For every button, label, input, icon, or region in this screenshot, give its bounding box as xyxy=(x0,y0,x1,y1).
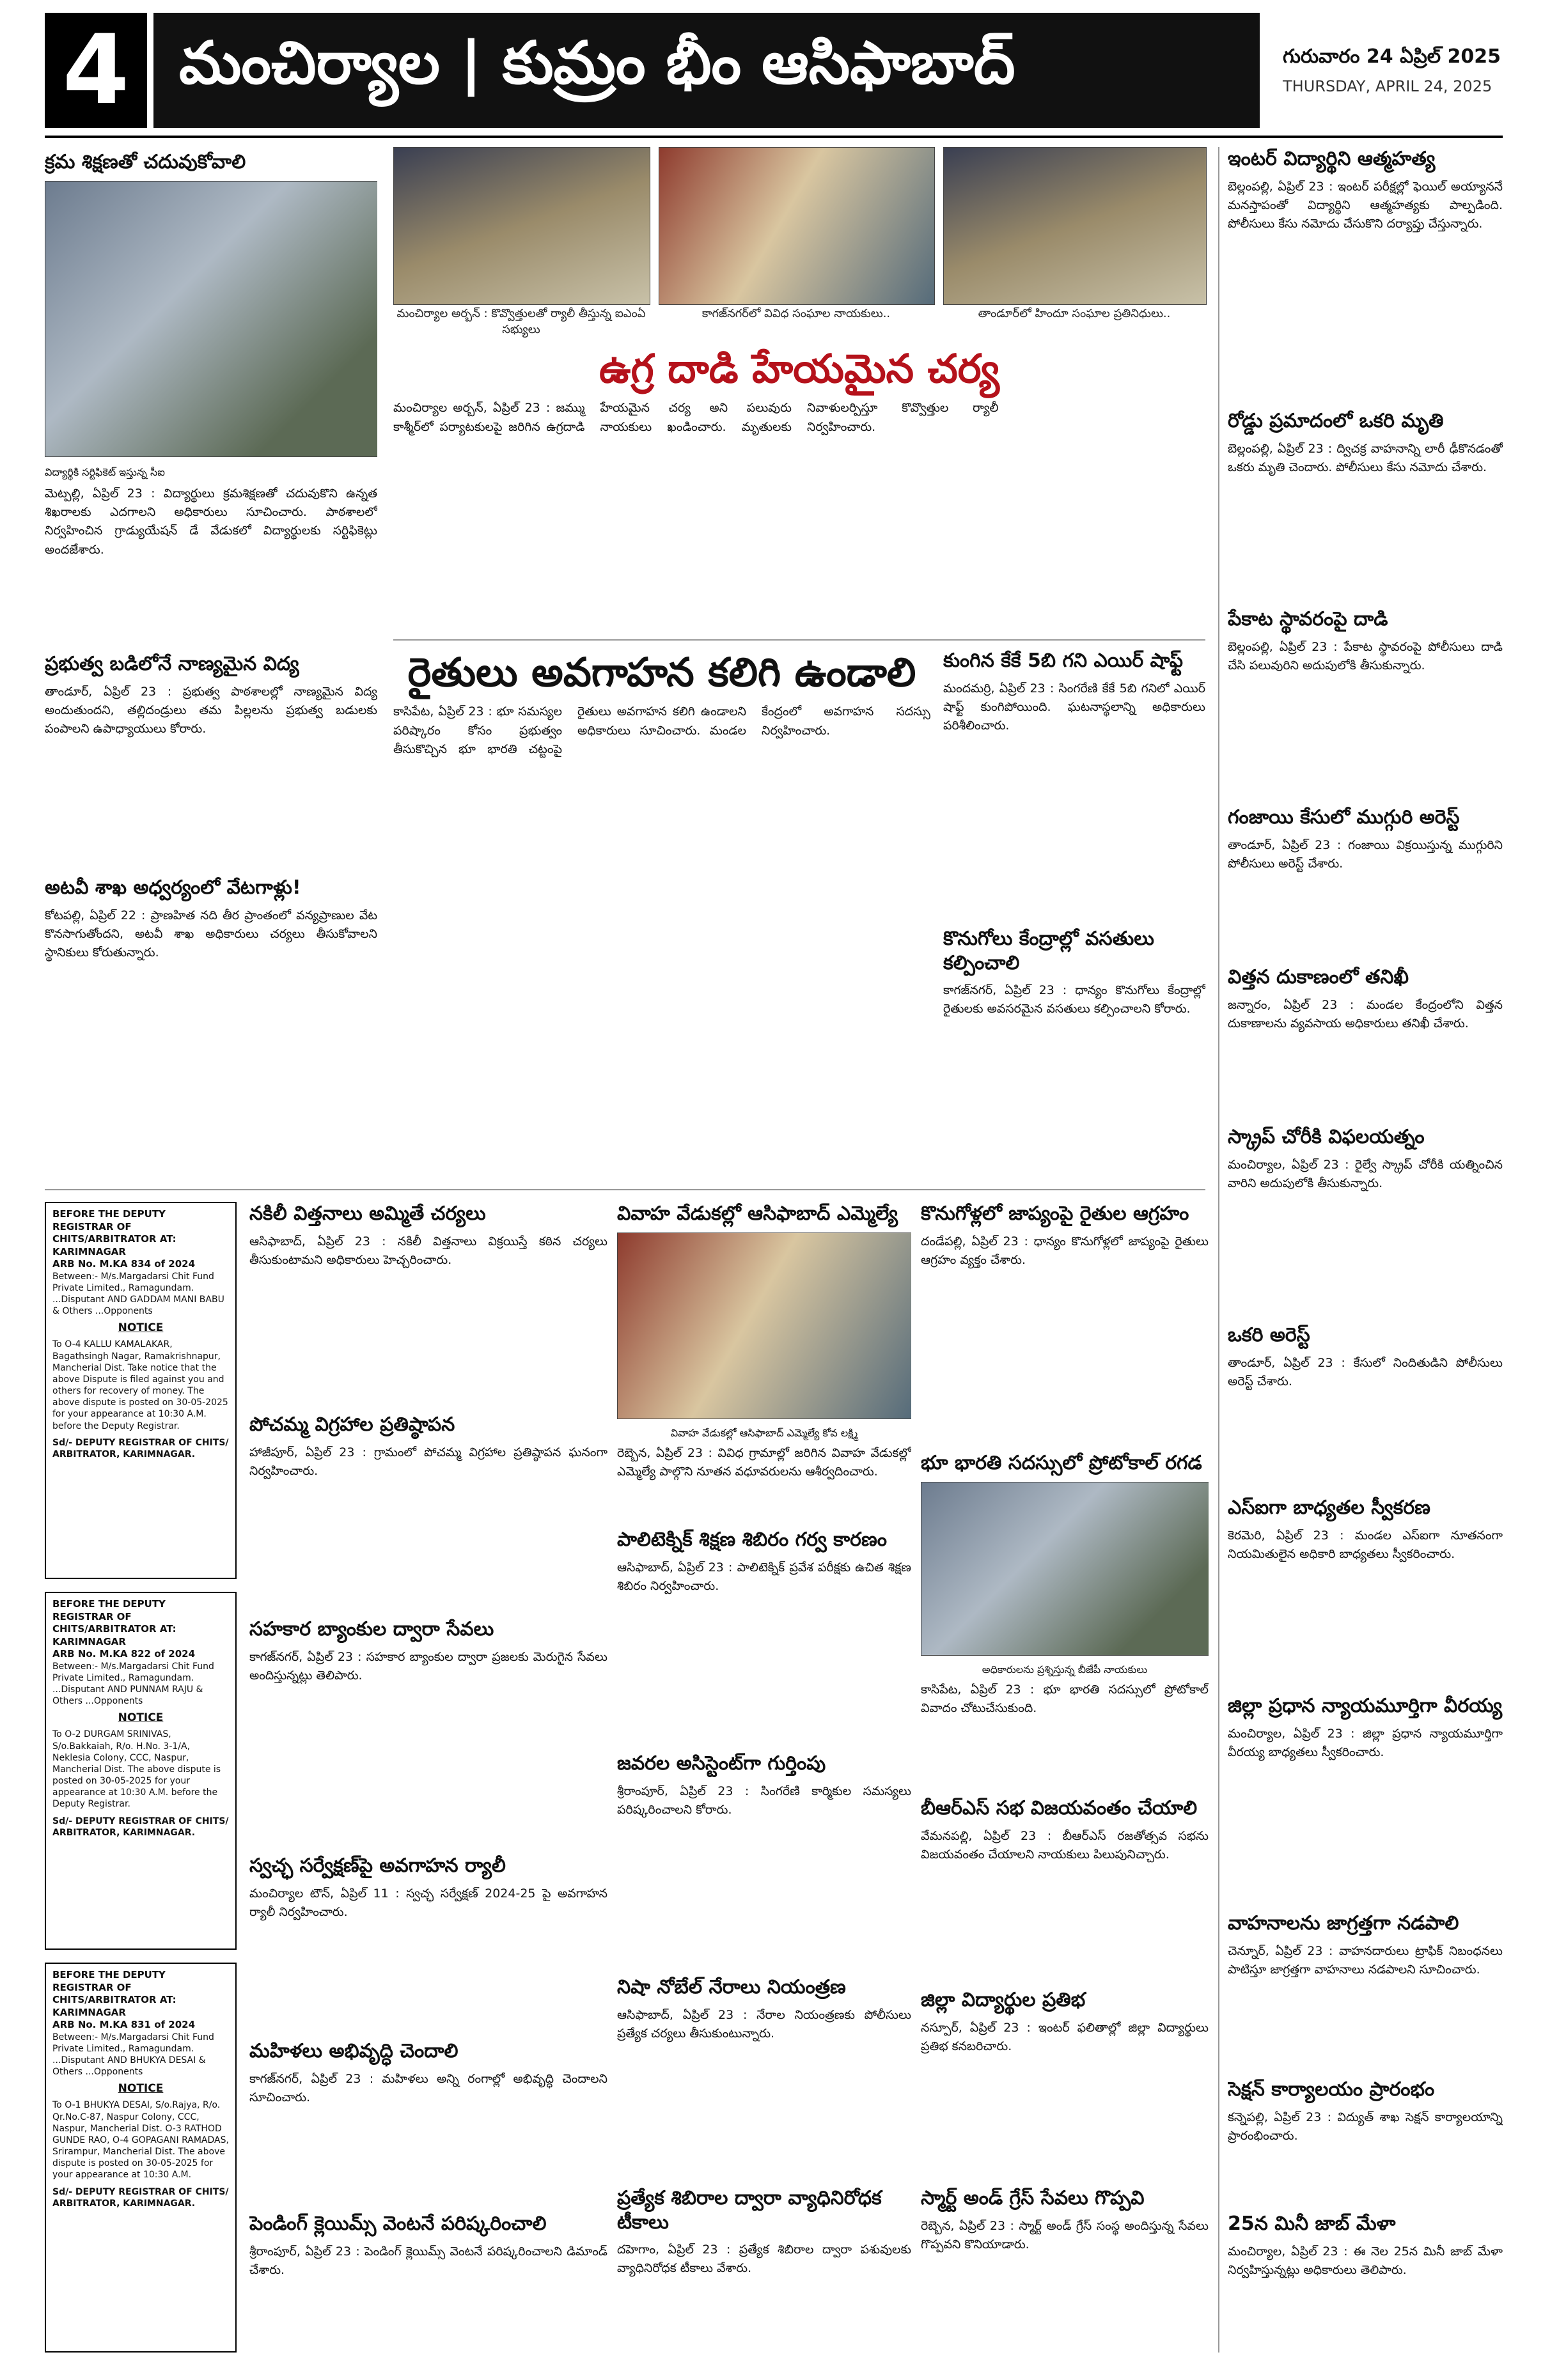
notice-arb: ARB No. M.KA 831 of 2024 xyxy=(52,2019,196,2030)
article-a11 xyxy=(1228,965,1503,1119)
article-a4 xyxy=(393,345,1205,633)
notice-parties: Between:- M/s.Margadarsi Chit Fund Private Limited., Ramagundam. ...Disputant AND BHUKYA DESAI & Others ...Opponents xyxy=(52,2032,214,2078)
headline: పోచమ్మ విగ్రహాల ప్రతిష్ఠాపన xyxy=(249,1413,455,1436)
body: ఆసిఫాబాద్, ఏప్రిల్ 23 : నేరాల నియంత్రణకు పోలీసులు ప్రత్యేక చర్యలు తీసుకుంటున్నారు. xyxy=(617,2007,911,2041)
headline: ప్రభుత్వ బడిలోనే నాణ్యమైన విద్య xyxy=(45,653,299,675)
headline: జిల్లా విద్యార్థుల ప్రతిభ xyxy=(921,1989,1086,2011)
article-a18 xyxy=(1228,2212,1503,2353)
article-a19 xyxy=(249,1202,607,1406)
notice-heading: NOTICE xyxy=(118,1321,164,1335)
body: తాండూర్, ఏప్రిల్ 23 : ప్రభుత్వ పాఠశాలల్లో నాణ్యమైన విద్య అందుతుందని, తల్లిదండ్రులు తమ పిల్లలను ప్రభుత్వ బడులకు పంపాలని ఉపాధ్యాయులు కోరారు. xyxy=(45,684,377,736)
notice-footer: Sd/- DEPUTY REGISTRAR OF CHITS/ ARBITRATOR, KARIMNAGAR. xyxy=(52,1816,229,1838)
body: శ్రీరాంపూర్, ఏప్రిల్ 23 : సింగరేణి కార్మికుల సమస్యలు పరిష్కరించాలని కోరారు. xyxy=(617,1784,911,1817)
article-a26 xyxy=(617,1528,911,1745)
notice-body: To O-2 DURGAM SRINIVAS, S/o.Bakkaiah, R/o. H.No. 3-1/A, Neklesia Colony, CCC, Naspur, Mancherial Dist. The above dispute is posted on 30-05-2025 for your appearance at 10:30 A.M. before the Deputy Registrar. xyxy=(52,1729,221,1810)
body: నస్పూర్, ఏప్రిల్ 23 : ఇంటర్ ఫలితాల్లో జిల్లా విద్యార్థులు ప్రతిభ కనబరిచారు. xyxy=(921,2020,1209,2053)
notice-parties: Between:- M/s.Margadarsi Chit Fund Private Limited., Ramagundam. ...Disputant AND PUNNAM RAJU & Others ...Opponents xyxy=(52,1661,214,1707)
article-a24 xyxy=(249,2212,607,2353)
page-number: 4 xyxy=(45,13,147,128)
body: కాగజ్‌నగర్, ఏప్రిల్ 23 : ధాన్యం కొనుగోలు కేంద్రాల్లో రైతులకు అవసరమైన వసతులు కల్పించాలని కోరారు. xyxy=(943,983,1205,1016)
headline: బీఆర్ఎస్ సభ విజయవంతం చేయాలి xyxy=(921,1797,1198,1819)
headline: విత్తన దుకాణంలో తనిఖీ xyxy=(1228,966,1409,988)
article-a27 xyxy=(617,1752,911,1969)
article-a31 xyxy=(921,1451,1209,1790)
article-a15 xyxy=(1228,1694,1503,1905)
article-a25 xyxy=(617,1202,911,1521)
body: వేమనపల్లి, ఏప్రిల్ 23 : బీఆర్ఎస్ రజతోత్సవ సభను విజయవంతం చేయాలని నాయకులు పిలుపునిచ్చారు. xyxy=(921,1828,1209,1862)
notice-footer: Sd/- DEPUTY REGISTRAR OF CHITS/ ARBITRATOR, KARIMNAGAR. xyxy=(52,2186,229,2209)
headline: స్మార్ట్ అండ్ గ్రేస్ సేవలు గొప్పవి xyxy=(921,2187,1145,2209)
caption-3: తాండూర్‌లో హిందూ సంఘాల ప్రతినిధులు.. xyxy=(978,307,1171,320)
notice-footer: Sd/- DEPUTY REGISTRAR OF CHITS/ ARBITRATOR, KARIMNAGAR. xyxy=(52,1437,229,1460)
notice-body: To O-4 KALLU KAMALAKAR, Bagathsingh Nagar, Ramakrishnapur, Mancherial Dist. Take notice that the above Dispute is filed against you and others for recovery of money. The above dispute is posted on 30-05-2025 for your appearance at 10:30 A.M. before the Deputy Registrar. xyxy=(52,1339,228,1431)
date-english: THURSDAY, APRIL 24, 2025 xyxy=(1283,77,1492,95)
article-a1 xyxy=(45,150,377,636)
notice-body: To O-1 BHUKYA DESAI, S/o.Rajya, R/o. Qr.No.C-87, Naspur Colony, CCC, Naspur, Mancherial Dist. O-3 RATHOD GUNDE RAO, O-4 GOPAGANI RAMADAS, Srirampur, Mancherial Dist. The above dispute is posted on 30-05-2025 for your appearance at 10:30 A.M. xyxy=(52,2100,229,2181)
notice-arb: ARB No. M.KA 834 of 2024 xyxy=(52,1258,196,1270)
headline: స్క్రాప్ చోరీకి విఫలయత్నం xyxy=(1228,1126,1425,1148)
divider xyxy=(393,639,1205,641)
body: దహెగాం, ఏప్రిల్ 23 : ప్రత్యేక శిబిరాల ద్వారా పశువులకు వ్యాధినిరోధక టీకాలు వేశారు. xyxy=(617,2243,911,2276)
article-a35 xyxy=(943,927,1205,1176)
notice-arb: ARB No. M.KA 822 of 2024 xyxy=(52,1648,196,1660)
headline: జిల్లా ప్రధాన న్యాయమూర్తిగా వీరయ్య xyxy=(1228,1695,1503,1717)
article-a33 xyxy=(921,1988,1209,2180)
legal-notice-2 xyxy=(45,1592,237,1950)
body: దండేపల్లి, ఏప్రిల్ 23 : ధాన్యం కొనుగోళ్లలో జాప్యంపై రైతులు ఆగ్రహం వ్యక్తం చేశారు. xyxy=(921,1234,1209,1267)
notice-title: BEFORE THE DEPUTY REGISTRAR OF CHITS/ARBITRATOR AT: KARIMNAGAR xyxy=(52,1598,176,1647)
body: ఆసిఫాబాద్, ఏప్రిల్ 23 : నకిలీ విత్తనాలు విక్రయిస్తే కఠిన చర్యలు తీసుకుంటామని అధికారులు హెచ్చరించారు. xyxy=(249,1234,607,1267)
article-a10 xyxy=(1228,805,1503,959)
headline: నకిలీ విత్తనాలు అమ్మితే చర్యలు xyxy=(249,1202,486,1225)
article-a28 xyxy=(617,1975,911,2180)
photo-rally-2 xyxy=(659,147,935,305)
headline: 25న మినీ జాబ్ మేళా xyxy=(1228,2213,1396,2235)
body: శ్రీరాంపూర్, ఏప్రిల్ 23 : పెండింగ్ క్లెయిమ్స్ వెంటనే పరిష్కరించాలని డిమాండ్ చేశారు. xyxy=(249,2244,607,2277)
photo-wedding xyxy=(617,1233,911,1419)
body: మంచిర్యాల, ఏప్రిల్ 23 : రైల్వే స్క్రాప్ చోరీకి యత్నించిన వారిని అదుపులోకి తీసుకున్నారు. xyxy=(1228,1157,1503,1190)
body: బెల్లంపల్లి, ఏప్రిల్ 23 : ఇంటర్ పరీక్షల్లో ఫెయిల్ అయ్యాననే మనస్తాపంతో విద్యార్థిని ఆత్మహత్యకు పాల్పడింది. పోలీసులు కేసు నమోదు చేసుకొని దర్యాప్తు చేస్తున్నారు. xyxy=(1228,179,1503,231)
article-a32 xyxy=(921,1796,1209,1982)
body: మంచిర్యాల టౌన్, ఏప్రిల్ 11 : స్వచ్ఛ సర్వేక్షణ్ 2024-25 పై అవగాహన ర్యాలీ నిర్వహించారు. xyxy=(249,1886,607,1919)
article-a14 xyxy=(1228,1496,1503,1688)
headline: రైతులు అవగాహన కలిగి ఉండాలి xyxy=(407,649,916,696)
body: తాండూర్, ఏప్రిల్ 23 : కేసులో నిందితుడిని పోలీసులు అరెస్ట్ చేశారు. xyxy=(1228,1355,1503,1388)
headline: పెండింగ్ క్లెయిమ్స్ వెంటనే పరిష్కరించాలి xyxy=(249,2213,547,2235)
article-a9 xyxy=(1228,607,1503,799)
headline: పేకాట స్థావరంపై దాడి xyxy=(1228,608,1388,630)
body: మెట్పల్లి, ఏప్రిల్ 23 : విద్యార్థులు క్రమశిక్షణతో చదువుకొని ఉన్నత శిఖరాలకు ఎదగాలని అధికారులు సూచించారు. పాఠశాలలో నిర్వహించిన గ్రాడ్యుయేషన్ డే వేడుకలో విద్యార్థులకు సర్టిఫికెట్లు అందజేశారు. xyxy=(45,486,377,557)
headline: సెక్షన్ కార్యాలయం ప్రారంభం xyxy=(1228,2078,1435,2101)
body: బెల్లంపల్లి, ఏప్రిల్ 23 : పేకాట స్థావరంపై పోలీసులు దాడి చేసి పలువురిని అదుపులోకి తీసుకున్నారు. xyxy=(1228,639,1503,673)
body: తాండూర్, ఏప్రిల్ 23 : గంజాయి విక్రయిస్తున్న ముగ్గురిని పోలీసులు అరెస్ట్ చేశారు. xyxy=(1228,837,1503,871)
body: కాగజ్‌నగర్, ఏప్రిల్ 23 : సహకార బ్యాంకుల ద్వారా ప్రజలకు మెరుగైన సేవలు అందిస్తున్నట్లు తెలిపారు. xyxy=(249,1649,607,1683)
article-a12 xyxy=(1228,1125,1503,1317)
photo-rally-3 xyxy=(943,147,1207,305)
headline: భూ భారతి సదస్సులో ప్రోటోకాల్ రగడ xyxy=(921,1452,1202,1474)
article-a3 xyxy=(45,876,377,1144)
caption: విద్యార్థికి సర్టిఫికెట్ ఇస్తున్న సీఐ xyxy=(45,465,165,478)
legal-notice-3 xyxy=(45,1963,237,2353)
date-telugu: గురువారం 24 ఏప్రిల్ 2025 xyxy=(1283,45,1501,68)
headline: కొనుగోళ్లలో జాప్యంపై రైతుల ఆగ్రహం xyxy=(921,1202,1189,1225)
headline: నిషా నోబేల్ నేరాలు నియంత్రణ xyxy=(617,1976,846,1998)
divider xyxy=(45,1189,1205,1190)
notice-title: BEFORE THE DEPUTY REGISTRAR OF CHITS/ARBITRATOR AT: KARIMNAGAR xyxy=(52,1969,176,2018)
article-a30 xyxy=(921,1202,1209,1445)
photo xyxy=(45,181,377,457)
caption-2: కాగజ్‌నగర్‌లో వివిధ సంఘాల నాయకులు.. xyxy=(701,307,891,320)
headline: వాహనాలను జాగ్రత్తగా నడపాలి xyxy=(1228,1912,1459,1934)
masthead-date xyxy=(1260,13,1503,128)
body: ఆసిఫాబాద్, ఏప్రిల్ 23 : పాలిటెక్నిక్ ప్రవేశ పరీక్షకు ఉచిత శిక్షణ శిబిరం నిర్వహించారు. xyxy=(617,1560,911,1593)
notice-title: BEFORE THE DEPUTY REGISTRAR OF CHITS/ARBITRATOR AT: KARIMNAGAR xyxy=(52,1208,176,1257)
headline: వివాహ వేడుకల్లో ఆసిఫాబాద్ ఎమ్మెల్యే xyxy=(617,1202,898,1225)
notice-parties: Between:- M/s.Margadarsi Chit Fund Private Limited., Ramagundam. ...Disputant AND GADDAM MANI BABU & Others ...Opponents xyxy=(52,1271,224,1317)
article-a22 xyxy=(249,1854,607,2033)
article-a2 xyxy=(45,652,377,844)
body: హాజీపూర్, ఏప్రిల్ 23 : గ్రామంలో పోచమ్మ విగ్రహాల ప్రతిష్ఠాపన ఘనంగా నిర్వహించారు. xyxy=(249,1445,607,1478)
body: రెబ్బెన, ఏప్రిల్ 23 : స్మార్ట్ అండ్ గ్రేస్ సంస్థ అందిస్తున్న సేవలు గొప్పవని కొనియాడారు. xyxy=(921,2218,1209,2252)
caption: వివాహ వేడుకల్లో ఆసిఫాబాద్ ఎమ్మెల్యే కోవ లక్ష్మి xyxy=(670,1426,858,1439)
caption: అధికారులను ప్రశ్నిస్తున్న బీజేపీ నాయకులు xyxy=(982,1663,1148,1676)
article-a23 xyxy=(249,2039,607,2205)
article-a13 xyxy=(1228,1323,1503,1489)
article-a5 xyxy=(393,649,930,1179)
body: బెల్లంపల్లి, ఏప్రిల్ 23 : ద్విచక్ర వాహనాన్ని లారీ ఢీకొనడంతో ఒకరు మృతి చెందారు. పోలీసులు కేసు నమోదు చేశారు. xyxy=(1228,441,1503,474)
article-a7 xyxy=(1228,147,1503,403)
article-a21 xyxy=(249,1617,607,1847)
headline: కొనుగోలు కేంద్రాల్లో వసతులు కల్పించాలి xyxy=(943,928,1154,974)
headline: కుంగిన కేకే 5బి గని ఎయిర్ షాఫ్ట్ xyxy=(943,649,1183,672)
photo-meeting xyxy=(921,1482,1209,1656)
headline: ఇంటర్ విద్యార్థిని ఆత్మహత్య xyxy=(1228,148,1436,170)
headline: రోడ్డు ప్రమాదంలో ఒకరి మృతి xyxy=(1228,410,1444,432)
headline: పాలిటెక్నిక్ శిక్షణ శిబిరం గర్వ కారణం xyxy=(617,1528,887,1551)
body: మంచిర్యాల, ఏప్రిల్ 23 : ఈ నెల 25న మినీ జాబ్ మేళా నిర్వహిస్తున్నట్లు అధికారులు తెలిపారు. xyxy=(1228,2244,1503,2277)
headline: గంజాయి కేసులో ముగ్గురి అరెస్ట్ xyxy=(1228,806,1460,828)
body: జన్నారం, ఏప్రిల్ 23 : మండల కేంద్రంలోని విత్తన దుకాణాలను వ్యవసాయ అధికారులు తనిఖీ చేశారు. xyxy=(1228,997,1503,1031)
headline: ఒకరి అరెస్ట్ xyxy=(1228,1324,1310,1346)
body: కెరమెరి, ఏప్రిల్ 23 : మండల ఎస్ఐగా నూతనంగా నియమితులైన అధికారి బాధ్యతలు స్వీకరించారు. xyxy=(1228,1528,1503,1561)
headline: ప్రత్యేక శిబిరాల ద్వారా వ్యాధినిరోధక టీకాలు xyxy=(617,2187,882,2234)
body: మంచిర్యాల, ఏప్రిల్ 23 : జిల్లా ప్రధాన న్యాయమూర్తిగా వీరయ్య బాధ్యతలు స్వీకరించారు. xyxy=(1228,1726,1503,1759)
headline: క్రమ శిక్షణతో చదువుకోవాలి xyxy=(45,151,246,173)
body: కాగజ్‌నగర్, ఏప్రిల్ 23 : మహిళలు అన్ని రంగాల్లో అభివృద్ధి చెందాలని సూచించారు. xyxy=(249,2071,607,2104)
article-a6 xyxy=(943,649,1205,917)
headline: ఉగ్ర దాడి హేయమైన చర్య xyxy=(599,345,999,392)
headline: స్వచ్ఛ సర్వేక్షణ్‌పై అవగాహన ర్యాలీ xyxy=(249,1855,506,1877)
headline: మహిళలు అభివృద్ధి చెందాలి xyxy=(249,2040,458,2062)
article-a17 xyxy=(1228,2078,1503,2205)
masthead-rule xyxy=(45,136,1503,138)
body: చెన్నూర్, ఏప్రిల్ 23 : వాహనదారులు ట్రాఫిక్ నిబంధనలు పాటిస్తూ జాగ్రత్తగా వాహనాలు నడపాలని సూచించారు. xyxy=(1228,1943,1503,1977)
headline: అటవీ శాఖ అధ్వర్యంలో వేటగాళ్లు! xyxy=(45,876,301,899)
headline: జవరల అసిస్టెంట్‌గా గుర్తింపు xyxy=(617,1752,826,1775)
legal-notice-1 xyxy=(45,1202,237,1579)
article-a29 xyxy=(617,2186,911,2353)
body: కాసిపేట, ఏప్రిల్ 23 : భూ సమస్యల పరిష్కారం కోసం ప్రభుత్వం తీసుకొచ్చిన భూ భారతి చట్టంపై రైతులు అవగాహన కలిగి ఉండాలని అధికారులు సూచించారు. మండల కేంద్రంలో అవగాహన సదస్సు నిర్వహించారు. xyxy=(393,704,930,757)
notice-heading: NOTICE xyxy=(118,2082,164,2096)
headline: సహకార బ్యాంకుల ద్వారా సేవలు xyxy=(249,1618,494,1640)
body: రెబ్బెన, ఏప్రిల్ 23 : వివిధ గ్రామాల్లో జరిగిన వివాహ వేడుకల్లో ఎమ్మెల్యే పాల్గొని నూతన వధూవరులను ఆశీర్వదించారు. xyxy=(617,1445,911,1479)
body: మందమర్రి, ఏప్రిల్ 23 : సింగరేణి కేకే 5బి గనిలో ఎయిర్ షాఫ్ట్ కుంగిపోయింది. ఘటనాస్థలాన్ని అధికారులు పరిశీలించారు. xyxy=(943,681,1205,733)
photo-rally-1 xyxy=(393,147,650,305)
notice-heading: NOTICE xyxy=(118,1711,164,1725)
body: కోటపల్లి, ఏప్రిల్ 22 : ప్రాణహిత నది తీర ప్రాంతంలో వన్యప్రాణుల వేట కొనసాగుతోందని, అటవీ శాఖ అధికారులు చర్యలు తీసుకోవాలని స్థానికులు కోరుతున్నారు. xyxy=(45,908,377,960)
article-a34 xyxy=(921,2186,1209,2353)
article-a16 xyxy=(1228,1911,1503,2071)
body: మంచిర్యాల అర్బన్, ఏప్రిల్ 23 : జమ్ము కాశ్మీర్‌లో పర్యాటకులపై జరిగిన ఉగ్రదాడి హేయమైన చర్య అని పలువురు నాయకులు ఖండించారు. మృతులకు నివాళులర్పిస్తూ కొవ్వొత్తుల ర్యాలీ నిర్వహించారు. xyxy=(393,401,999,434)
masthead xyxy=(45,13,1503,128)
article-a20 xyxy=(249,1413,607,1611)
headline: ఎస్ఐగా బాధ్యతల స్వీకరణ xyxy=(1228,1497,1430,1519)
article-a8 xyxy=(1228,409,1503,601)
body: కన్నెపల్లి, ఏప్రిల్ 23 : విద్యుత్ శాఖ సెక్షన్ కార్యాలయాన్ని ప్రారంభించారు. xyxy=(1228,2110,1503,2143)
body: కాసిపేట, ఏప్రిల్ 23 : భూ భారతి సదస్సులో ప్రోటోకాల్ వివాదం చోటుచేసుకుంది. xyxy=(921,1682,1209,1715)
caption-1: మంచిర్యాల అర్బన్ : కొవ్వొత్తులతో ర్యాలీ తీస్తున్న ఐఎంఏ సభ్యులు xyxy=(396,307,646,336)
column-divider xyxy=(1218,147,1219,2353)
masthead-title: మంచిర్యాల | కుమ్రం భీం ఆసిఫాబాద్ xyxy=(153,13,1260,128)
